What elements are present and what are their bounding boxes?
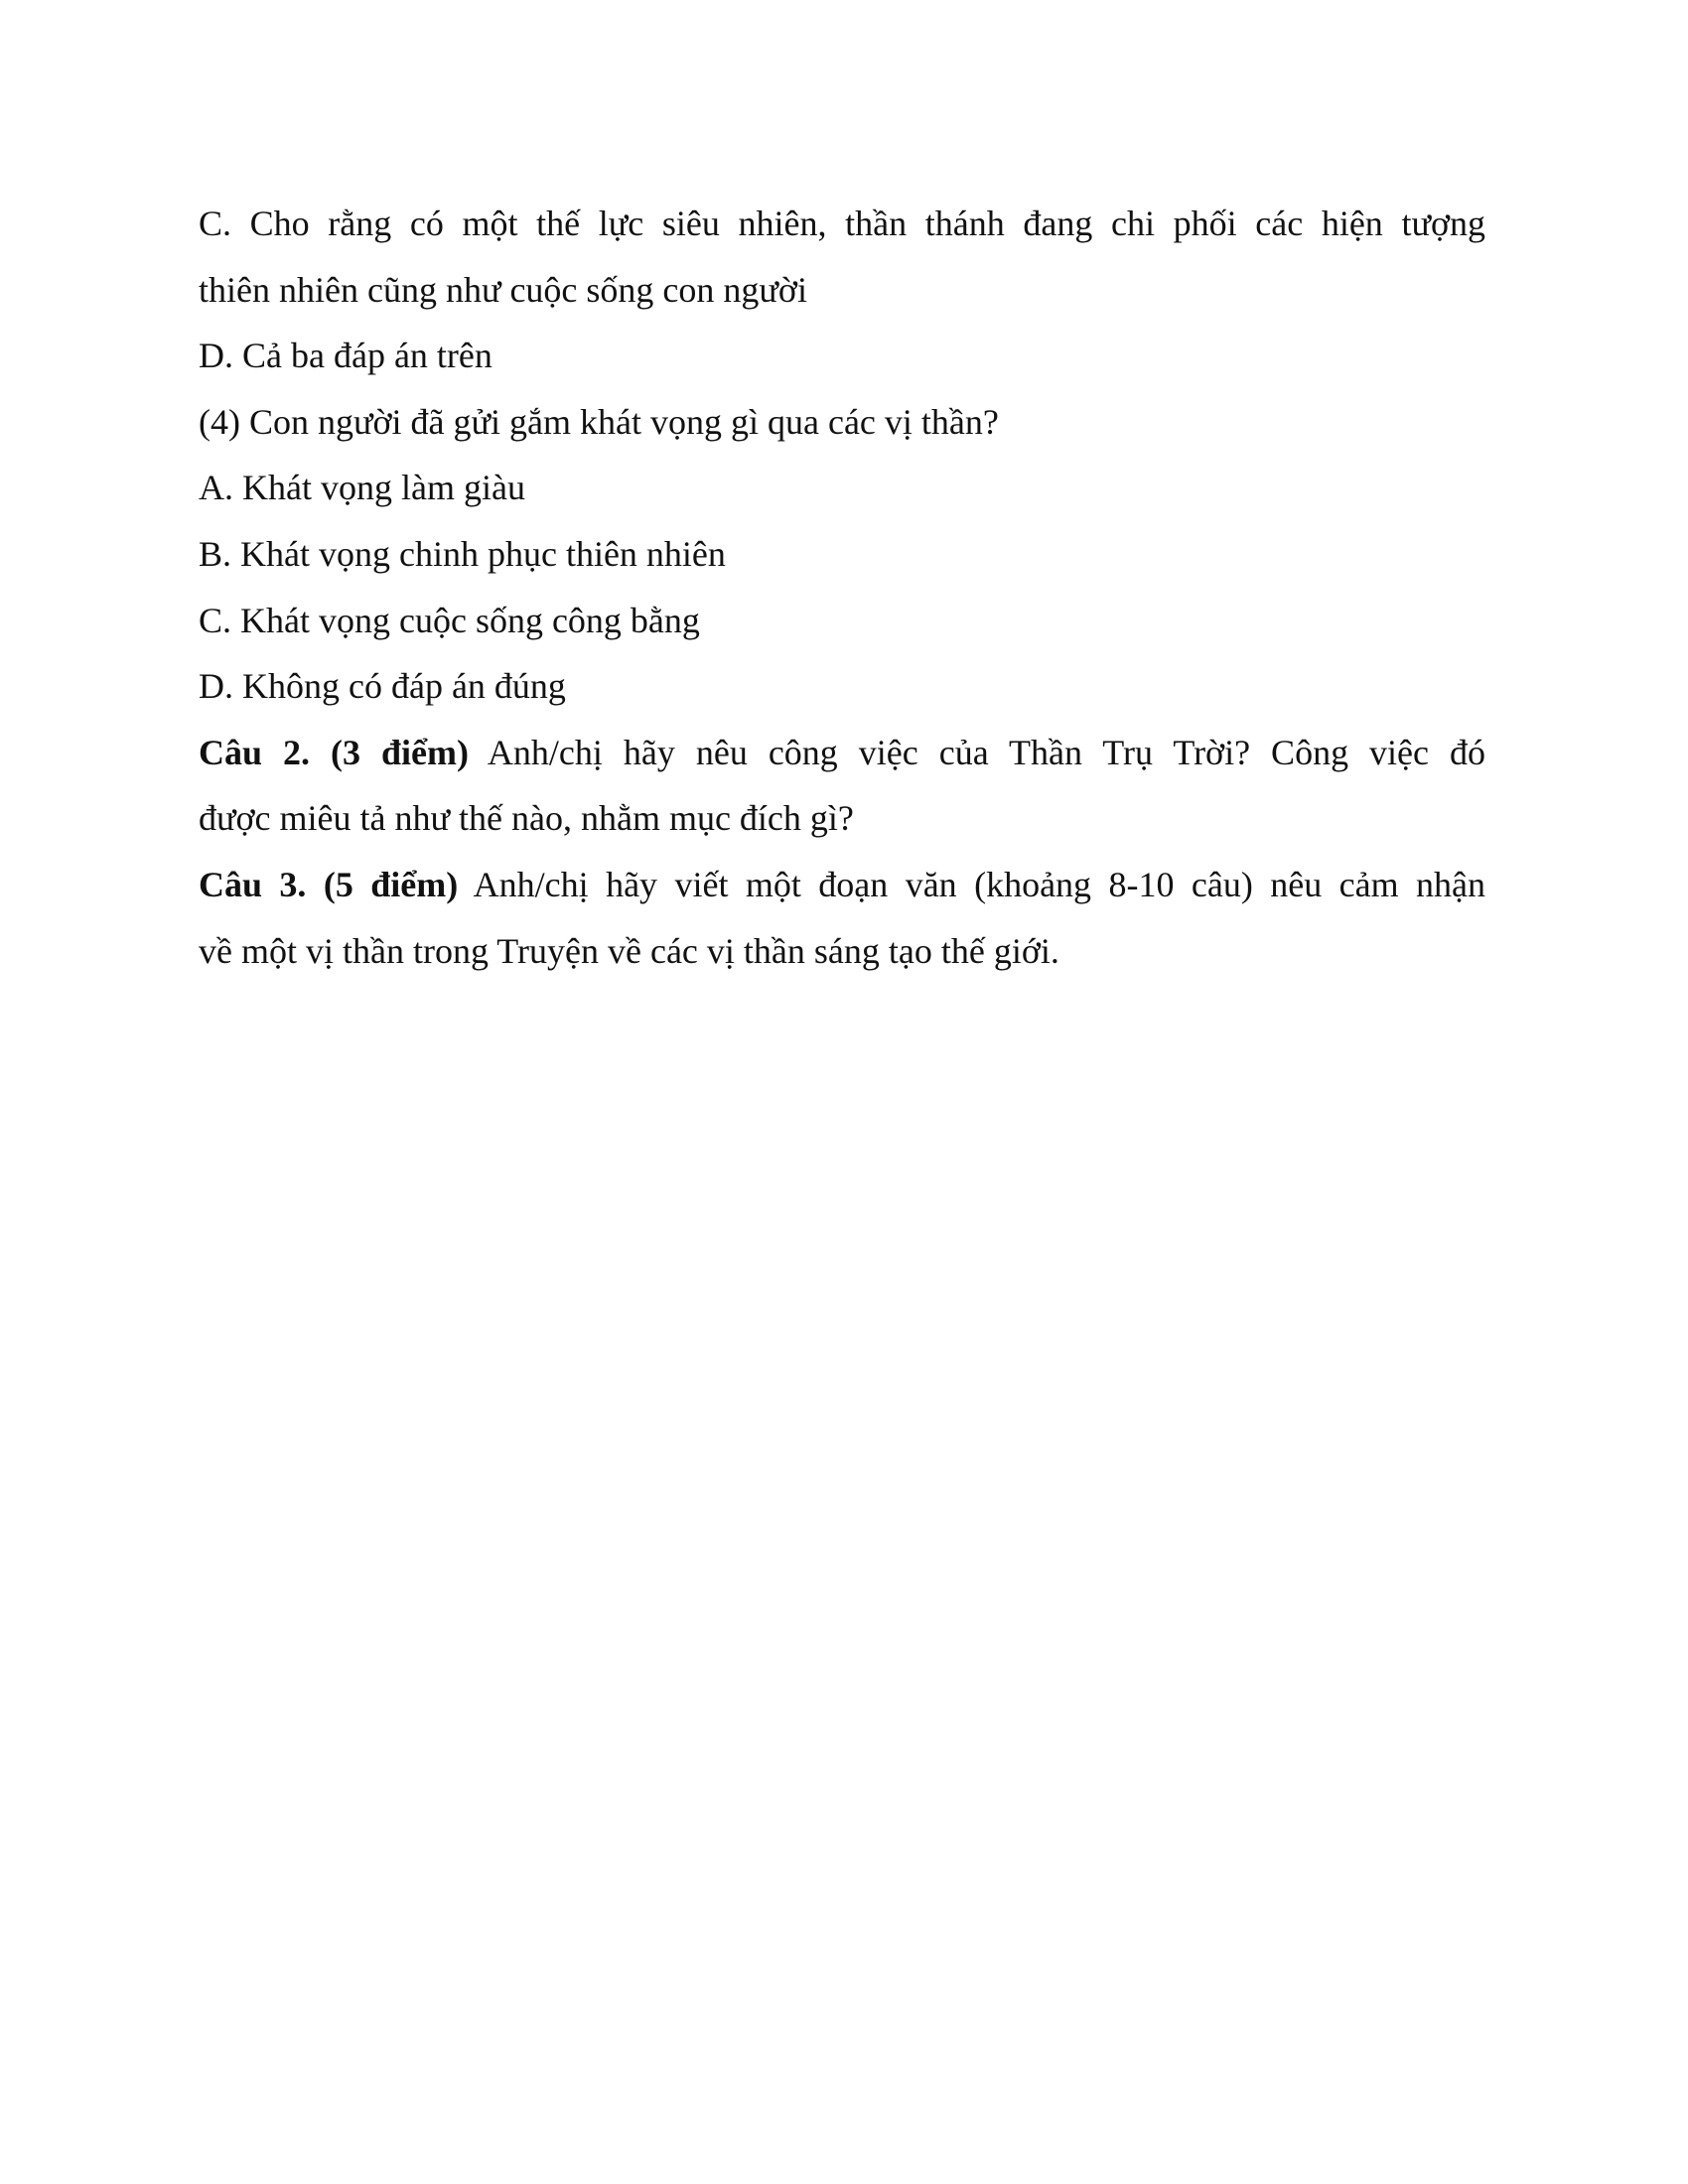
- q1-part4-option-a: A. Khát vọng làm giàu: [199, 468, 525, 508]
- q1-part3-option-c-line2: thiên nhiên cũng như cuộc sống con người: [199, 269, 807, 310]
- question3-label: Câu 3. (5 điểm): [199, 864, 459, 904]
- question3-text-line1: Anh/chị hãy viết một đoạn văn (khoảng 8-10 câu) nêu cảm nhận: [458, 864, 1485, 904]
- q1-part4-option-c: C. Khát vọng cuộc sống công bằng: [199, 600, 700, 640]
- question2-text-line2: được miêu tả như thế nào, nhằm mục đích gì?: [199, 798, 854, 839]
- q1-part4-option-d: D. Không có đáp án đúng: [199, 666, 566, 707]
- question3-text-line2: về một vị thần trong Truyện về các vị thần sáng tạo thế giới.: [199, 930, 1059, 971]
- q1-part4-option-b: B. Khát vọng chinh phục thiên nhiên: [199, 533, 726, 574]
- q1-part4-prompt: (4) Con người đã gửi gắm khát vọng gì qua các vị thần?: [199, 401, 999, 442]
- question2-line1: [199, 720, 1485, 786]
- question2-text-line1: Anh/chị hãy nêu công việc của Thần Trụ Trời? Công việc đó: [468, 732, 1485, 772]
- q1-part3-option-c-line1: C. Cho rằng có một thế lực siêu nhiên, thần thánh đang chi phối các hiện tượng: [199, 204, 1485, 243]
- q1-part3-option-d: D. Cả ba đáp án trên: [199, 336, 492, 376]
- question3-line1: [199, 852, 1485, 918]
- question2-label: Câu 2. (3 điểm): [199, 732, 469, 772]
- document-page: [199, 191, 1485, 984]
